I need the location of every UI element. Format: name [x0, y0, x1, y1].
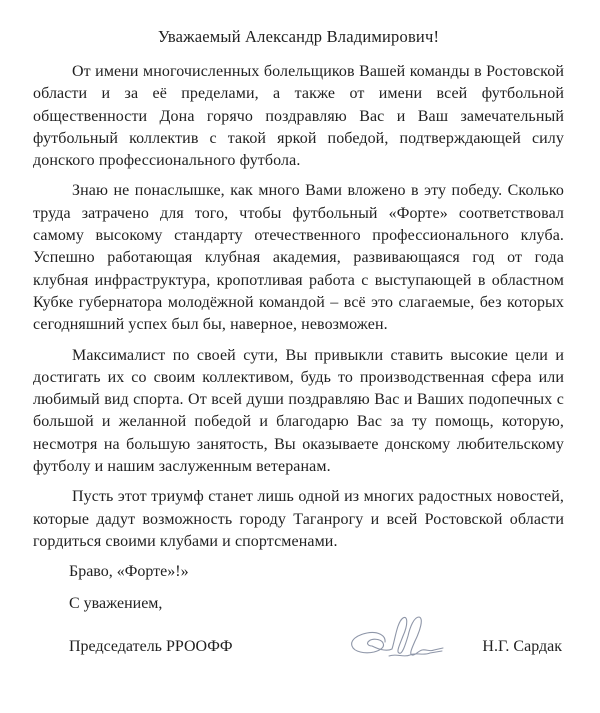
- letter-paragraph: Знаю не понаслышке, как много Вами вложено в эту победу. Сколько труда затрачено для того, чтобы футбольный «Форте» соответствовал самому высокому стандарту отечественного профессионального клуба. Успешно работающая клубная академия, развивающаяся год от года клубная инфраструктура, кропотливая работа с выступающей в областном Кубке губернатора молодёжной командой – всё это слагаемые, без которых сегодняшний успех был бы, наверное, невозможен.: [33, 182, 564, 334]
- signature-stroke-tail: [389, 651, 442, 656]
- bravo-line: Браво, «Форте»!»: [69, 563, 189, 581]
- letter-salutation: Уважаемый Александр Владимирович!: [157, 27, 440, 46]
- signatory-name: Н.Г. Сардак: [482, 637, 562, 655]
- signature-row: [33, 624, 564, 670]
- signatory-position-title: Председатель РРООФФ: [69, 637, 233, 655]
- letter-paragraph: Максималист по своей сути, Вы привыкли ставить высокие цели и достигать их со своим коллективом, будь то производственная сфера или любимый вид спорта. От всей души поздравляю Вас и Ваших подопечных с большой и желанной победой и благодарю Вас за ту помощь, которую, несмотря на большую занятость, Вы оказываете донскому любительскому футболу и нашим заслуженным ветеранам.: [33, 346, 564, 476]
- closing-line: С уважением,: [69, 594, 163, 612]
- handwritten-signature-icon: [345, 610, 447, 664]
- letter-paragraph: От имени многочисленных болельщиков Вашей команды в Ростовской области и за её пределами, а также от имени всей футбольной общественности Дона горячо поздравляю Вас и Ваш замечательный футбольный коллектив с такой яркой победой, подтверждающей силу донского профессионального футбола.: [33, 63, 564, 170]
- signature-stroke-main: [352, 617, 443, 655]
- letter-paragraph: Пусть этот триумф станет лишь одной из многих радостных новостей, которые дадут возможность городу Таганрогу и всей Ростовской области гордиться своими клубами и спортсменами.: [33, 488, 564, 550]
